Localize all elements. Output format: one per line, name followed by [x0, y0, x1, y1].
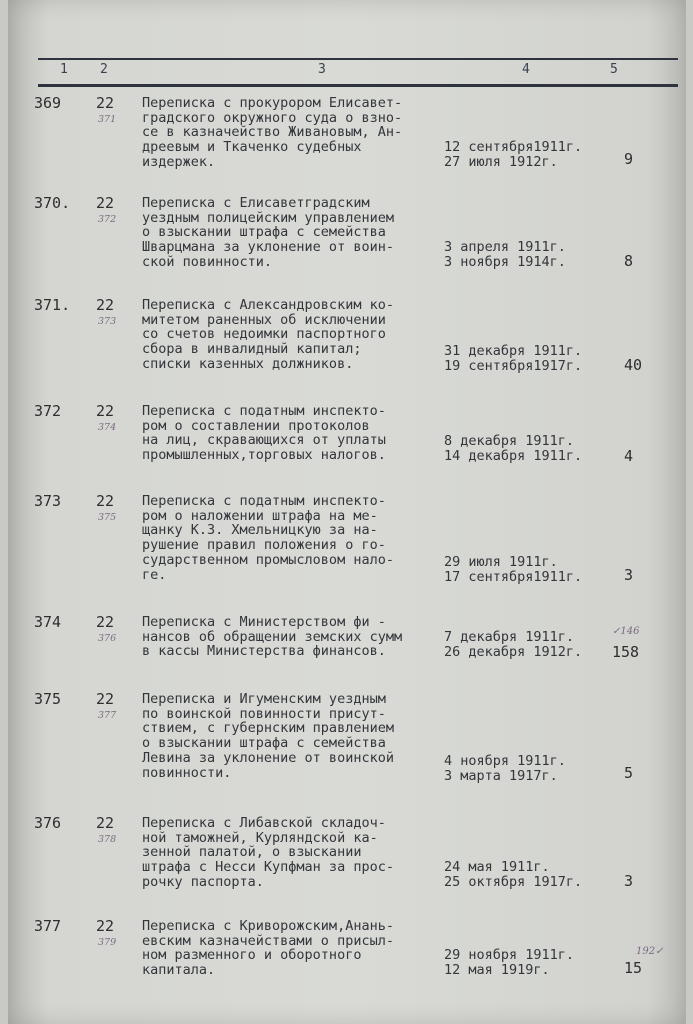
description-line: дреевым и Ткаченко судебных	[142, 139, 362, 156]
description-line: о взыскании штрафа с семейства	[142, 224, 386, 241]
description-line: Переписка и Игуменским уездным	[142, 691, 386, 707]
entry-subnumber: 22	[96, 814, 115, 832]
date-start: 29 июля 1911г.	[444, 554, 558, 570]
page-count: 3	[624, 566, 634, 584]
entry-number: 371.	[34, 296, 71, 314]
description-line: ной таможней, Курляндской ка-	[142, 829, 378, 846]
entry-number: 373	[34, 492, 62, 510]
page-count: 4	[624, 447, 634, 465]
description-line: рочку паспорта.	[142, 873, 264, 890]
date-end: 3 марта 1917г.	[444, 768, 558, 784]
date-start: 12 сентября1911г.	[444, 139, 583, 155]
entry-number: 375	[34, 690, 62, 708]
description-line: ром о составлении протоколов	[142, 417, 370, 434]
handwritten-mark: 377	[98, 710, 117, 721]
description-line: рушение правил положения о го-	[142, 537, 386, 554]
description-line: со счетов недоимки паспортного	[142, 326, 386, 343]
date-end: 17 сентября1911г.	[444, 569, 583, 585]
description-line: ге.	[142, 566, 167, 583]
entry-description	[142, 692, 442, 780]
entry-number: 370.	[34, 194, 71, 212]
description-line: нансов об обращении земских сумм	[142, 628, 403, 645]
date-start: 8 декабря 1911г.	[444, 433, 575, 449]
description-line: ской повинности.	[142, 253, 273, 270]
description-line: капитала.	[142, 962, 216, 979]
description-line: щанку К.З. Хмельницкую за на-	[142, 522, 378, 539]
entry-subnumber: 22	[96, 94, 115, 112]
handwritten-mark: 374	[98, 422, 117, 433]
page-count: 9	[624, 150, 634, 168]
description-line: Переписка с податным инспекто-	[142, 493, 386, 509]
entry-subnumber: 22	[96, 917, 115, 935]
description-line: по воинской повинности присут-	[142, 705, 386, 722]
entry-description	[142, 298, 442, 372]
description-line: Переписка с Криворожским,Анань-	[142, 918, 394, 934]
description-line: в кассы Министерства финансов.	[142, 643, 386, 660]
archive-page	[8, 0, 686, 1024]
entry-description	[142, 615, 442, 659]
description-line: Переписка с Елисаветградским	[142, 195, 370, 211]
description-line: сe в казначейство Живановым, Ан-	[142, 124, 403, 141]
entry-description	[142, 919, 442, 978]
handwritten-mark: 376	[98, 633, 117, 644]
page-count: 3	[624, 872, 634, 890]
description-line: ном разменного и оборотного	[142, 947, 362, 964]
description-line: о взыскании штрафа с семейства	[142, 735, 386, 752]
page-count: 8	[624, 252, 634, 270]
col-5-header: 5	[610, 62, 618, 77]
date-end: 26 декабря 1912г.	[444, 644, 583, 660]
page-count: 5	[624, 764, 634, 782]
entry-number: 369	[34, 94, 62, 112]
entry-subnumber: 22	[96, 492, 115, 510]
description-line: штрафа с Несси Купфман за прос-	[142, 859, 394, 876]
description-line: ром о наложении штрафа на ме-	[142, 507, 378, 524]
handwritten-mark: 371	[98, 114, 117, 125]
description-line: сбора в инвалидный капитал;	[142, 341, 362, 358]
date-start: 4 ноября 1911г.	[444, 753, 566, 769]
description-line: Переписка с Александровским ко-	[142, 297, 394, 313]
page-count: 158	[612, 643, 640, 661]
description-line: зенной палатой, о взыскании	[142, 844, 362, 861]
handwritten-mark: 375	[98, 512, 117, 523]
col-2-header: 2	[100, 62, 108, 77]
table-header	[38, 58, 678, 87]
description-line: Шварцмана за уклонение от воин-	[142, 239, 394, 256]
entry-number: 377	[34, 917, 62, 935]
page-count: 40	[624, 356, 643, 374]
date-start: 29 ноября 1911г.	[444, 947, 575, 963]
entry-description	[142, 816, 442, 890]
page-count: 15	[624, 959, 643, 977]
handwritten-mark: 379	[98, 937, 117, 948]
date-end: 25 октября 1917г.	[444, 874, 583, 890]
entry-description	[142, 494, 442, 582]
description-line: Переписка с Либавской складоч-	[142, 815, 386, 831]
description-line: митетом раненных об исключении	[142, 311, 386, 328]
handwritten-note: 192✓	[636, 946, 664, 957]
entry-description	[142, 196, 442, 270]
description-line: сударственном промысловом нало-	[142, 551, 394, 568]
entry-subnumber: 22	[96, 194, 115, 212]
entry-description	[142, 404, 442, 463]
description-line: списки казенных должников.	[142, 355, 354, 372]
description-line: промышленных,торговых налогов.	[142, 447, 386, 464]
handwritten-mark: 373	[98, 316, 117, 327]
entry-subnumber: 22	[96, 613, 115, 631]
entry-subnumber: 22	[96, 296, 115, 314]
description-line: издержек.	[142, 153, 216, 170]
description-line: евским казначействами о присыл-	[142, 932, 394, 949]
description-line: Левина за уклонение от воинской	[142, 749, 394, 766]
description-line: на лиц, скравающихся от уплаты	[142, 432, 386, 449]
handwritten-mark: 378	[98, 834, 117, 845]
date-start: 31 декабря 1911г.	[444, 343, 583, 359]
col-1-header: 1	[60, 62, 68, 77]
date-end: 19 сентября1917г.	[444, 358, 583, 374]
entry-subnumber: 22	[96, 402, 115, 420]
handwritten-note: ✓146	[612, 626, 640, 637]
description-line: Переписка с податным инспекто-	[142, 403, 386, 419]
description-line: Переписка с Министерством фи -	[142, 614, 386, 630]
entry-number: 374	[34, 613, 62, 631]
date-start: 3 апреля 1911г.	[444, 239, 566, 255]
col-4-header: 4	[522, 62, 530, 77]
description-line: повинности.	[142, 764, 232, 781]
date-end: 14 декабря 1911г.	[444, 448, 583, 464]
entry-subnumber: 22	[96, 690, 115, 708]
date-end: 27 июля 1912г.	[444, 154, 558, 170]
description-line: Переписка с прокурором Елисавет-	[142, 95, 403, 111]
entry-description	[142, 96, 442, 170]
entry-number: 376	[34, 814, 62, 832]
description-line: градского окружного суда о взно-	[142, 109, 403, 126]
description-line: ствием, с губернским правлением	[142, 720, 394, 737]
col-3-header: 3	[318, 62, 326, 77]
date-end: 12 мая 1919г.	[444, 962, 550, 978]
date-start: 7 декабря 1911г.	[444, 629, 575, 645]
date-start: 24 мая 1911г.	[444, 859, 550, 875]
entry-number: 372	[34, 402, 62, 420]
handwritten-mark: 372	[98, 214, 117, 225]
date-end: 3 ноября 1914г.	[444, 254, 566, 270]
description-line: уездным полицейским управлением	[142, 209, 394, 226]
